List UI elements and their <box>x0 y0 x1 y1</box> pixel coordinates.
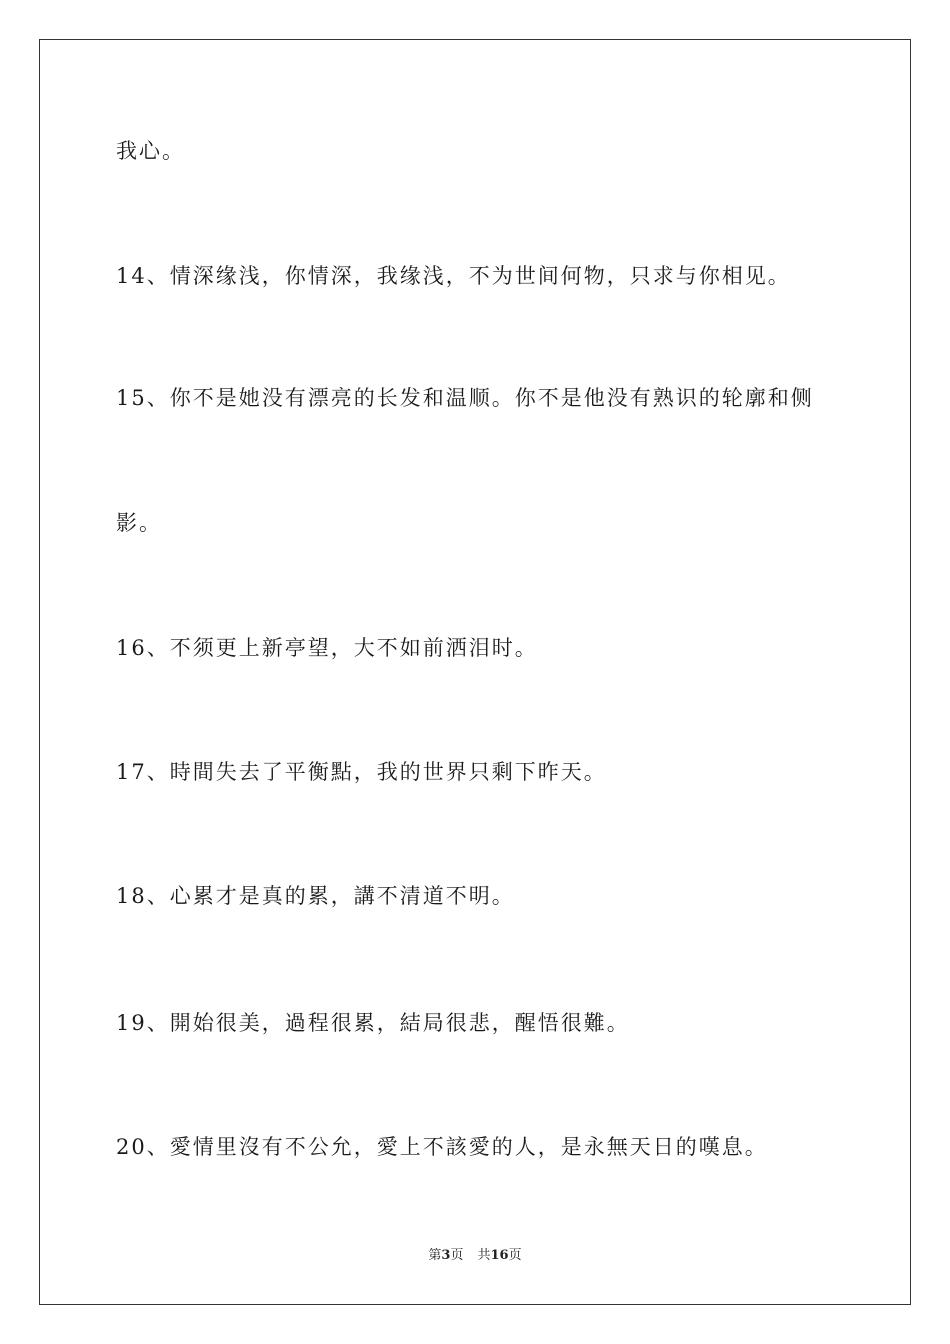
text-line-item-18: 18、心累才是真的累，講不清道不明。 <box>116 884 515 908</box>
page-footer <box>0 1248 950 1264</box>
page-border <box>39 39 911 1305</box>
text-line-item-17: 17、時間失去了平衡點，我的世界只剩下昨天。 <box>116 760 607 784</box>
text-line-item-20: 20、愛情里沒有不公允，愛上不該愛的人，是永無天日的嘆息。 <box>116 1135 768 1159</box>
footer-page-number: 3 <box>441 1248 451 1263</box>
footer-total-suffix: 页 <box>508 1248 522 1263</box>
text-line-item-15: 15、你不是她没有漂亮的长发和温顺。你不是他没有熟识的轮廓和侧 <box>116 386 814 410</box>
footer-total-pages: 16 <box>490 1248 509 1263</box>
text-line-item-15-wrap: 影。 <box>116 511 162 535</box>
footer-page-prefix: 第 <box>428 1248 442 1263</box>
footer-total-prefix: 共 <box>477 1248 491 1263</box>
text-line-item-19: 19、開始很美，過程很累，結局很悲，醒悟很難。 <box>116 1011 630 1035</box>
text-line-continuation: 我心。 <box>116 139 185 163</box>
text-line-item-16: 16、不须更上新亭望，大不如前洒泪时。 <box>116 636 538 660</box>
text-line-item-14: 14、情深缘浅，你情深，我缘浅，不为世间何物，只求与你相见。 <box>116 264 791 288</box>
footer-page-suffix: 页 <box>450 1248 464 1263</box>
